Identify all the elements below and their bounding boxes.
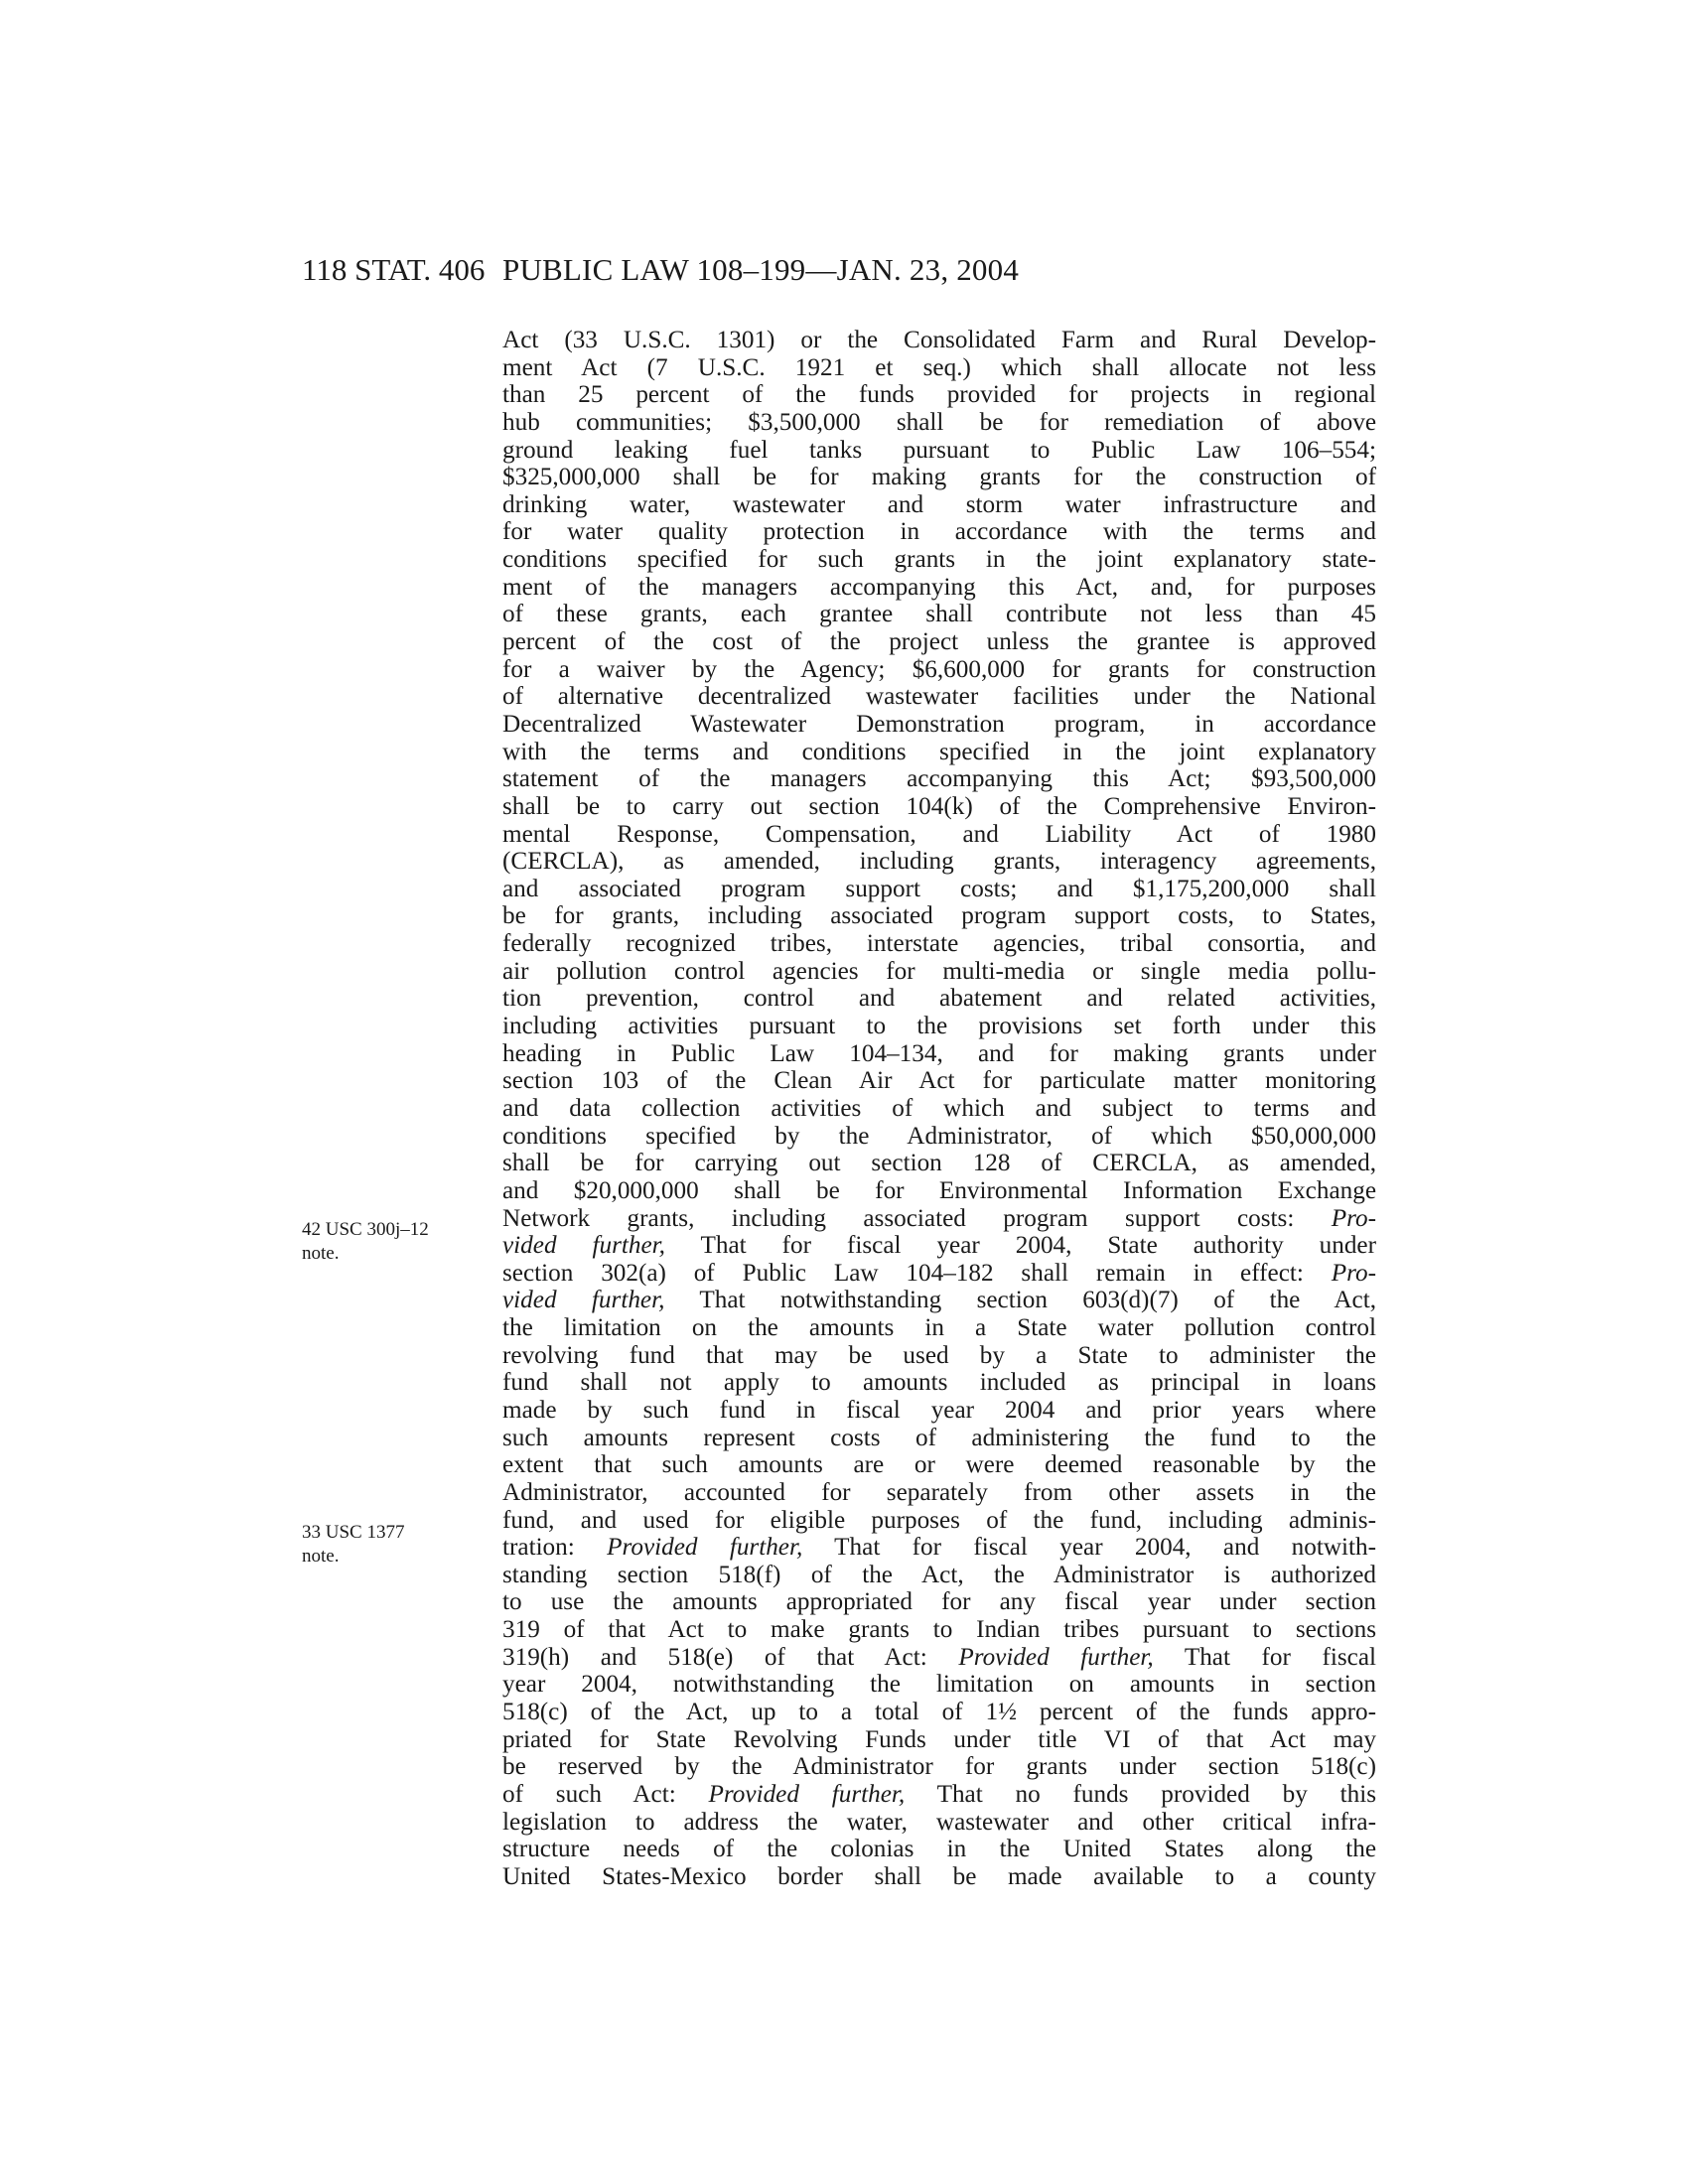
text-line: of these grants, each grantee shall contribute not less than 45: [502, 601, 1376, 628]
text-line: made by such fund in fiscal year 2004 and prior years where: [502, 1396, 1376, 1424]
provided-further-italic: Pro-: [1331, 1259, 1377, 1287]
text-segment: That notwithstanding section 603(d)(7) of the Act,: [664, 1287, 1376, 1314]
text-line: of alternative decentralized wastewater facilities under the National: [502, 683, 1376, 711]
margin-note-label: note.: [302, 1243, 340, 1264]
text-line: [502, 1287, 1376, 1314]
provided-further-italic: Provided further,: [607, 1534, 803, 1562]
text-line: be for grants, including associated program support costs, to States,: [502, 902, 1376, 930]
margin-note-42-usc: [302, 1218, 471, 1266]
margin-note-label: note.: [302, 1546, 340, 1567]
text-line: [502, 1232, 1376, 1260]
text-line: with the terms and conditions specified in the joint explanatory: [502, 738, 1376, 765]
text-line: and associated program support costs; and $1,175,200,000 shall: [502, 875, 1376, 902]
text-line: and data collection activities of which and subject to terms and: [502, 1094, 1376, 1122]
text-line: than 25 percent of the funds provided for projects in regional: [502, 381, 1376, 409]
text-line: for water quality protection in accordance with the terms and: [502, 518, 1376, 546]
text-line: drinking water, wastewater and storm water infrastructure and: [502, 490, 1376, 518]
margin-note-citation: 33 USC 1377: [302, 1522, 405, 1543]
text-segment: Network grants, including associated program support costs:: [502, 1204, 1295, 1232]
text-line: [502, 1205, 1376, 1233]
margin-note-citation: 42 USC 300j–12: [302, 1219, 429, 1240]
text-line: mental Response, Compensation, and Liability Act of 1980: [502, 820, 1376, 848]
provided-further-italic: Provided further,: [958, 1643, 1154, 1671]
text-segment: That for fiscal: [1153, 1643, 1377, 1671]
text-line: standing section 518(f) of the Act, the Administrator is authorized: [502, 1561, 1376, 1588]
text-line: [502, 1644, 1376, 1672]
text-line: structure needs of the colonias in the United States along the: [502, 1836, 1376, 1863]
text-line: percent of the cost of the project unless the grantee is approved: [502, 628, 1376, 656]
text-segment: section 302(a) of Public Law 104–182 shall remain in effect:: [502, 1259, 1304, 1287]
text-line: and $20,000,000 shall be for Environmental Information Exchange: [502, 1176, 1376, 1204]
text-line: 518(c) of the Act, up to a total of 1½ percent of the funds appro-: [502, 1699, 1376, 1726]
text-line: ment of the managers accompanying this Act, and, for purposes: [502, 573, 1376, 601]
text-line: Administrator, accounted for separately from other assets in the: [502, 1478, 1376, 1506]
text-line: Act (33 U.S.C. 1301) or the Consolidated Farm and Rural Develop-: [502, 327, 1376, 353]
statute-body-text: [502, 327, 1376, 1891]
provided-further-italic: Provided further,: [708, 1780, 906, 1808]
text-line: including activities pursuant to the provisions set forth under this: [502, 1013, 1376, 1040]
text-line: [502, 1534, 1376, 1562]
text-line: priated for State Revolving Funds under title VI of that Act may: [502, 1725, 1376, 1753]
text-segment: That no funds provided by this: [905, 1780, 1377, 1808]
text-line: conditions specified by the Administrator, of which $50,000,000: [502, 1122, 1376, 1150]
text-line: year 2004, notwithstanding the limitation on amounts in section: [502, 1671, 1376, 1699]
text-line: such amounts represent costs of administering the fund to the: [502, 1424, 1376, 1451]
provided-further-italic: vided further,: [502, 1232, 665, 1260]
text-line: 319 of that Act to make grants to Indian tribes pursuant to sections: [502, 1616, 1376, 1644]
text-line: heading in Public Law 104–134, and for making grants under: [502, 1039, 1376, 1067]
text-line: for a waiver by the Agency; $6,600,000 for grants for construction: [502, 655, 1376, 683]
text-line: $325,000,000 shall be for making grants for the construction of: [502, 464, 1376, 491]
text-line: Decentralized Wastewater Demonstration program, in accordance: [502, 710, 1376, 738]
text-line: revolving fund that may be used by a State to administer the: [502, 1341, 1376, 1369]
provided-further-italic: Pro-: [1331, 1204, 1376, 1232]
text-line: fund, and used for eligible purposes of the fund, including adminis-: [502, 1506, 1376, 1534]
text-line: (CERCLA), as amended, including grants, interagency agreements,: [502, 848, 1376, 876]
text-line: [502, 1260, 1376, 1288]
text-segment: of such Act:: [502, 1780, 676, 1808]
text-segment: That for fiscal year 2004, and notwith-: [802, 1534, 1376, 1562]
text-line: extent that such amounts are or were deemed reasonable by the: [502, 1451, 1376, 1479]
text-line: conditions specified for such grants in the joint explanatory state-: [502, 546, 1376, 574]
text-line: shall be for carrying out section 128 of CERCLA, as amended,: [502, 1150, 1376, 1177]
text-segment: That for fiscal year 2004, State authority under: [664, 1232, 1376, 1260]
text-line: be reserved by the Administrator for grants under section 518(c): [502, 1753, 1376, 1781]
text-segment: tration:: [502, 1534, 575, 1562]
page-header: [0, 250, 1688, 290]
text-segment: 319(h) and 518(e) of that Act:: [502, 1643, 927, 1671]
text-line: shall be to carry out section 104(k) of the Comprehensive Environ-: [502, 792, 1376, 820]
text-line: ment Act (7 U.S.C. 1921 et seq.) which shall allocate not less: [502, 353, 1376, 381]
text-line: to use the amounts appropriated for any fiscal year under section: [502, 1588, 1376, 1616]
text-line: tion prevention, control and abatement and related activities,: [502, 985, 1376, 1013]
text-line: statement of the managers accompanying this Act; $93,500,000: [502, 765, 1376, 793]
text-line: ground leaking fuel tanks pursuant to Public Law 106–554;: [502, 436, 1376, 464]
provided-further-italic: vided further,: [502, 1287, 665, 1314]
text-line: hub communities; $3,500,000 shall be for remediation of above: [502, 408, 1376, 436]
margin-note-33-usc: [302, 1521, 471, 1569]
running-title: PUBLIC LAW 108–199—JAN. 23, 2004: [502, 252, 1020, 287]
text-line: section 103 of the Clean Air Act for particulate matter monitoring: [502, 1067, 1376, 1095]
text-line: federally recognized tribes, interstate agencies, tribal consortia, and: [502, 930, 1376, 958]
text-line: the limitation on the amounts in a State water pollution control: [502, 1314, 1376, 1342]
text-line: air pollution control agencies for multi-media or single media pollu-: [502, 957, 1376, 985]
text-line: fund shall not apply to amounts included as principal in loans: [502, 1369, 1376, 1397]
text-line: United States-Mexico border shall be made available to a county: [502, 1862, 1376, 1890]
text-line: [502, 1781, 1376, 1809]
text-line: legislation to address the water, wastewater and other critical infra-: [502, 1808, 1376, 1836]
statute-page-number: 118 STAT. 406: [302, 252, 486, 287]
